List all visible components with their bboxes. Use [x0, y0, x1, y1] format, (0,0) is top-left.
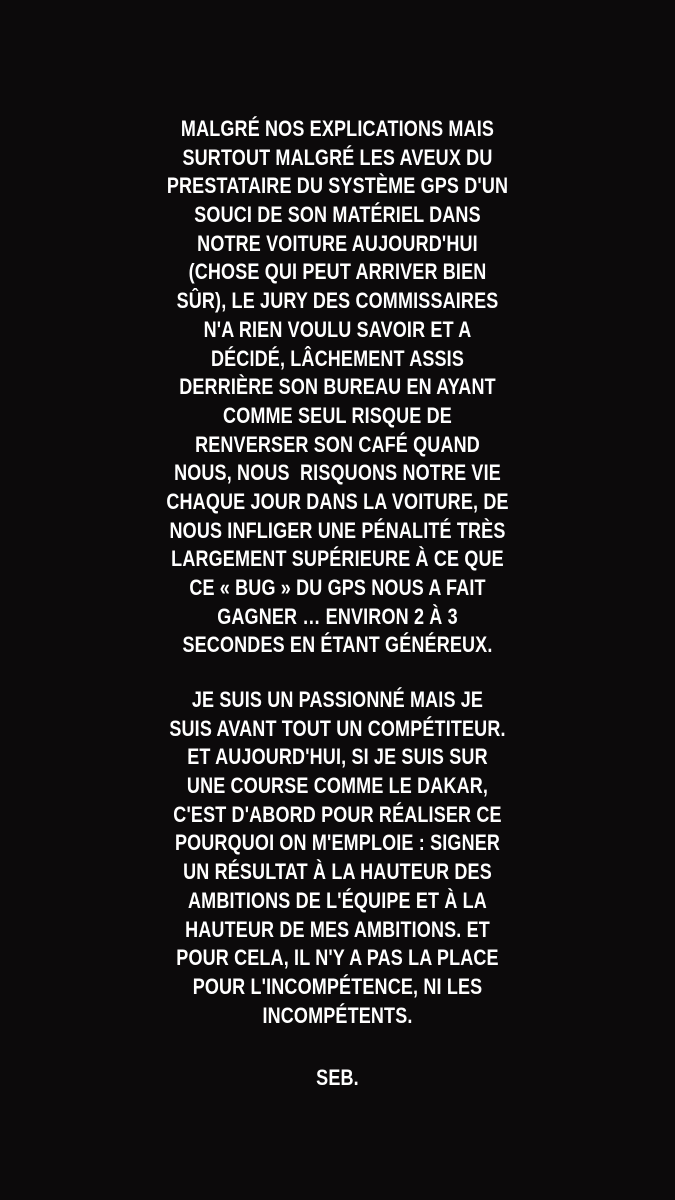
text-line: DERRIÈRE SON BUREAU EN AYANT — [179, 374, 496, 400]
text-line: SURTOUT MALGRÉ LES AVEUX DU — [182, 144, 493, 170]
text-line: UNE COURSE COMME LE DAKAR, — [186, 773, 489, 799]
text-line: SÛR), LE JURY DES COMMISSAIRES — [176, 288, 499, 314]
text-line: ET AUJOURD'HUI, SI JE SUIS SUR — [187, 744, 488, 770]
text-line: COMME SEUL RISQUE DE — [223, 402, 452, 428]
text-line: POURQUOI ON M'EMPLOIE : SIGNER — [174, 830, 501, 856]
text-line: LARGEMENT SUPÉRIEURE À CE QUE — [171, 546, 504, 572]
text-line: NOUS, NOUS RISQUONS NOTRE VIE — [174, 460, 501, 486]
text-line: SUIS AVANT TOUT UN COMPÉTITEUR. — [169, 715, 506, 741]
text-line: GAGNER … ENVIRON 2 À 3 — [217, 603, 458, 629]
text-line: CHAQUE JOUR DANS LA VOITURE, DE — [166, 488, 509, 514]
text-line: MALGRÉ NOS EXPLICATIONS MAIS — [180, 116, 495, 141]
text-line: PRESTATAIRE DU SYSTÈME GPS D'UN — [166, 173, 509, 199]
text-line: C'EST D'ABORD POUR RÉALISER CE — [173, 801, 502, 827]
text-line: POUR L'INCOMPÉTENCE, NI LES — [192, 973, 483, 999]
text-line: N'A RIEN VOULU SAVOIR ET A — [203, 316, 472, 342]
text-line: HAUTEUR DE MES AMBITIONS. ET — [185, 916, 490, 942]
text-line: SOUCI DE SON MATÉRIEL DANS — [194, 202, 481, 228]
text-line: UN RÉSULTAT À LA HAUTEUR DES — [183, 859, 492, 885]
text-line: JE SUIS UN PASSIONNÉ MAIS JE — [191, 687, 484, 712]
text-line: AMBITIONS DE L'ÉQUIPE ET À LA — [188, 887, 487, 913]
signature-text: SEB. — [316, 1065, 359, 1090]
text-line: POUR CELA, IL N'Y A PAS LA PLACE — [176, 945, 499, 971]
text-line: NOUS INFLIGER UNE PÉNALITÉ TRÈS — [169, 517, 506, 543]
text-line: SECONDES EN ÉTANT GÉNÉREUX. — [182, 632, 493, 658]
text-line: DÉCIDÉ, LÂCHEMENT ASSIS — [210, 345, 465, 371]
text-line: RENVERSER SON CAFÉ QUAND — [195, 431, 480, 457]
statement-paragraph-1 — [0, 115, 675, 660]
text-line: NOTRE VOITURE AUJOURD'HUI — [197, 230, 478, 256]
text-line: INCOMPÉTENTS. — [262, 1002, 413, 1028]
signature — [0, 1064, 675, 1093]
text-line: (CHOSE QUI PEUT ARRIVER BIEN — [188, 259, 487, 285]
text-line: CE « BUG » DU GPS NOUS A FAIT — [189, 575, 486, 600]
statement-paragraph-2 — [0, 686, 675, 1030]
